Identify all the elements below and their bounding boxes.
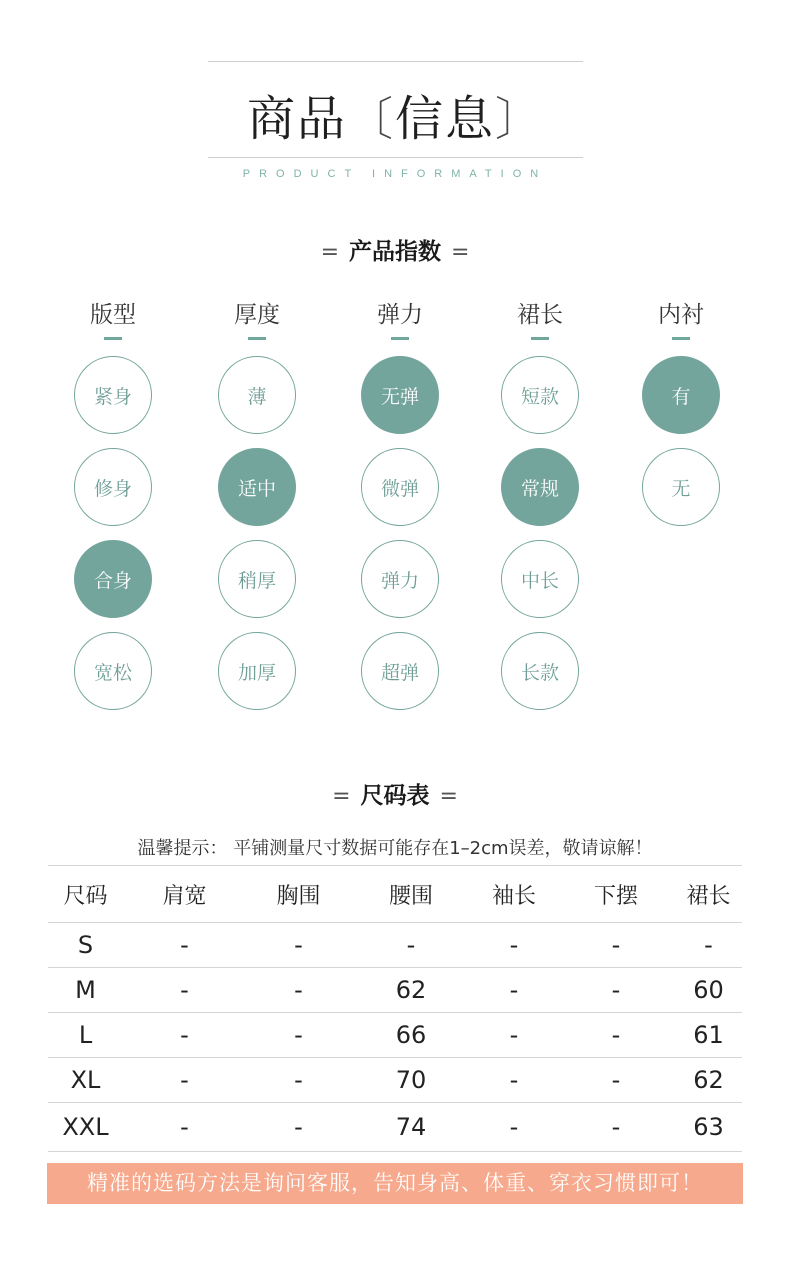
- index-option: 宽松: [74, 632, 152, 710]
- index-column: [490, 300, 590, 684]
- header-bottom-line: [208, 157, 583, 158]
- size-cell: -: [246, 1013, 351, 1058]
- size-cell: M: [48, 968, 123, 1013]
- size-cell: 70: [351, 1058, 471, 1103]
- size-cell: 60: [675, 968, 742, 1013]
- index-column-underline: [104, 337, 122, 340]
- size-cell: -: [351, 923, 471, 968]
- size-cell: 62: [351, 968, 471, 1013]
- eq-right: =: [451, 240, 470, 265]
- index-column: [350, 300, 450, 684]
- size-cell: S: [48, 923, 123, 968]
- size-table: [48, 865, 742, 1152]
- size-cell: -: [471, 968, 557, 1013]
- size-header-cell: 尺码: [48, 866, 123, 923]
- index-option: 薄: [218, 356, 296, 434]
- header-top-line: [208, 61, 583, 62]
- title-bracket-close: 〕: [495, 92, 544, 146]
- index-column-underline: [248, 337, 266, 340]
- size-cell: -: [246, 923, 351, 968]
- size-cell: -: [246, 968, 351, 1013]
- measurement-note: 温馨提示： 平铺测量尺寸数据可能存在1–2cm误差，敬请谅解！: [137, 838, 653, 859]
- eq-right: =: [439, 784, 458, 809]
- table-row: [48, 968, 742, 1013]
- index-option-selected: 无弹: [361, 356, 439, 434]
- size-table-header: [48, 866, 742, 923]
- size-header-cell: 肩宽: [123, 866, 246, 923]
- index-column-label: 版型: [90, 302, 136, 328]
- index-title-text: 产品指数: [349, 239, 441, 265]
- index-section-title: [0, 233, 790, 266]
- page-subtitle: PRODUCT INFORMATION: [242, 168, 548, 180]
- index-option-selected: 合身: [74, 540, 152, 618]
- index-option: 修身: [74, 448, 152, 526]
- table-row: [48, 923, 742, 968]
- size-header-cell: 胸围: [246, 866, 351, 923]
- table-row: [48, 1058, 742, 1103]
- index-column-label: 裙长: [517, 302, 563, 328]
- size-cell: 61: [675, 1013, 742, 1058]
- size-cell: -: [471, 923, 557, 968]
- size-cell: L: [48, 1013, 123, 1058]
- size-cell: -: [123, 1103, 246, 1152]
- title-info: 信息: [395, 91, 496, 147]
- index-column-label: 厚度: [234, 302, 280, 328]
- size-cell: XL: [48, 1058, 123, 1103]
- index-column-underline: [391, 337, 409, 340]
- size-cell: 63: [675, 1103, 742, 1152]
- size-cell: -: [471, 1013, 557, 1058]
- size-cell: -: [123, 1013, 246, 1058]
- index-option: 超弹: [361, 632, 439, 710]
- size-cell: -: [246, 1058, 351, 1103]
- index-column: [63, 300, 163, 684]
- table-row: [48, 1013, 742, 1058]
- index-option-selected: 有: [642, 356, 720, 434]
- size-cell: -: [123, 1058, 246, 1103]
- size-cell: 62: [675, 1058, 742, 1103]
- size-cell: -: [123, 923, 246, 968]
- size-cell: -: [557, 968, 675, 1013]
- size-cell: -: [557, 923, 675, 968]
- size-advice-banner: 精准的选码方法是询问客服，告知身高、体重、穿衣习惯即可！: [47, 1163, 743, 1204]
- size-header-cell: 袖长: [471, 866, 557, 923]
- size-cell: -: [246, 1103, 351, 1152]
- index-column-label: 弹力: [377, 302, 423, 328]
- size-cell: -: [675, 923, 742, 968]
- index-option: 紧身: [74, 356, 152, 434]
- index-option: 加厚: [218, 632, 296, 710]
- size-header-cell: 裙长: [675, 866, 742, 923]
- eq-left: =: [320, 240, 339, 265]
- size-cell: -: [557, 1103, 675, 1152]
- size-cell: -: [123, 968, 246, 1013]
- index-column-underline: [531, 337, 549, 340]
- index-option: 微弹: [361, 448, 439, 526]
- index-option: 长款: [501, 632, 579, 710]
- table-row: [48, 1103, 742, 1152]
- index-column: [207, 300, 307, 684]
- size-title-text: 尺码表: [360, 783, 430, 809]
- title-bracket-open: 〔: [347, 92, 395, 146]
- size-cell: 66: [351, 1013, 471, 1058]
- page-title: [0, 80, 790, 149]
- index-option: 中长: [501, 540, 579, 618]
- index-option: 短款: [501, 356, 579, 434]
- eq-left: =: [332, 784, 351, 809]
- index-column: [631, 300, 731, 500]
- size-cell: -: [471, 1058, 557, 1103]
- index-option: 无: [642, 448, 720, 526]
- title-main: 商品: [246, 91, 347, 147]
- index-option: 弹力: [361, 540, 439, 618]
- index-option-selected: 适中: [218, 448, 296, 526]
- size-cell: XXL: [48, 1103, 123, 1152]
- size-cell: 74: [351, 1103, 471, 1152]
- index-option-selected: 常规: [501, 448, 579, 526]
- size-cell: -: [471, 1103, 557, 1152]
- index-column-underline: [672, 337, 690, 340]
- size-table-body: [48, 923, 742, 1152]
- index-option: 稍厚: [218, 540, 296, 618]
- size-cell: -: [557, 1013, 675, 1058]
- size-header-cell: 腰围: [351, 866, 471, 923]
- size-cell: -: [557, 1058, 675, 1103]
- size-header-cell: 下摆: [557, 866, 675, 923]
- index-column-label: 内衬: [658, 302, 704, 328]
- size-section-title: [0, 777, 790, 810]
